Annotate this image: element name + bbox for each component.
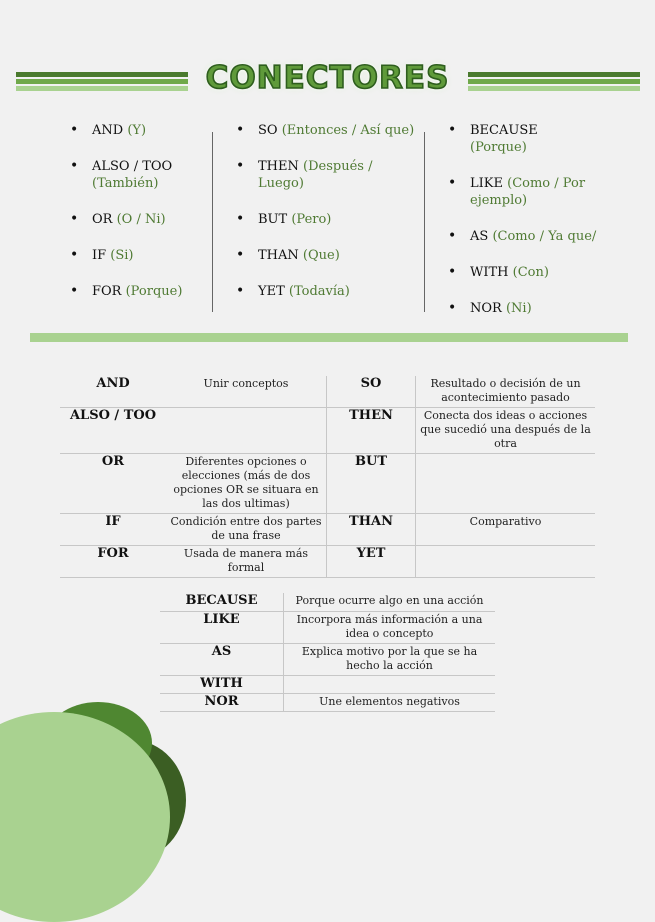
description-cell: Unir conceptos bbox=[166, 376, 327, 408]
connector-list bbox=[70, 122, 205, 300]
column-divider bbox=[424, 132, 425, 312]
description-cell: Conecta dos ideas o acciones que sucedió una después de la otra bbox=[416, 408, 596, 454]
list-item bbox=[70, 247, 205, 264]
table-row bbox=[160, 611, 495, 643]
description-cell bbox=[416, 454, 596, 514]
connector-translation: (Que) bbox=[302, 248, 340, 263]
connector-cell: WITH bbox=[160, 675, 284, 693]
connector-word: THEN bbox=[258, 159, 299, 174]
connector-cell: IF bbox=[60, 514, 166, 546]
connector-word: ALSO / TOO bbox=[92, 159, 173, 174]
header-bar-left-light bbox=[16, 86, 188, 91]
connector-word: IF bbox=[92, 248, 107, 263]
header-bar-left-mid bbox=[16, 79, 188, 84]
table-row bbox=[160, 643, 495, 675]
list-item bbox=[448, 228, 598, 245]
page-title: CONECTORES bbox=[205, 60, 450, 96]
table-row bbox=[160, 693, 495, 711]
connector-column-1 bbox=[70, 122, 205, 319]
header-bar-right-dark bbox=[468, 72, 640, 77]
header-bar-right-light bbox=[468, 86, 640, 91]
connector-word: SO bbox=[258, 123, 278, 138]
table-row bbox=[60, 546, 595, 578]
connector-word: WITH bbox=[470, 265, 509, 280]
connector-translation: (Con) bbox=[512, 265, 549, 280]
connector-translation: (Todavía) bbox=[288, 284, 350, 299]
description-cell: Condición entre dos partes de una frase bbox=[166, 514, 327, 546]
connector-list bbox=[236, 122, 421, 300]
section-divider-band bbox=[30, 333, 628, 342]
column-divider bbox=[212, 132, 213, 312]
connector-cell: BECAUSE bbox=[160, 593, 284, 611]
description-cell: Une elementos negativos bbox=[284, 693, 496, 711]
table-row bbox=[160, 675, 495, 693]
description-cell bbox=[284, 675, 496, 693]
connector-cell: BUT bbox=[327, 454, 416, 514]
description-cell: Comparativo bbox=[416, 514, 596, 546]
list-item bbox=[236, 211, 421, 228]
table-row bbox=[60, 514, 595, 546]
description-cell: Incorpora más información a una idea o concepto bbox=[284, 611, 496, 643]
list-item bbox=[448, 122, 598, 156]
connectors-table-2 bbox=[160, 593, 495, 712]
connector-translation: (Y) bbox=[127, 123, 147, 138]
description-cell: Resultado o decisión de un acontecimiento pasado bbox=[416, 376, 596, 408]
connector-translation: (También) bbox=[92, 176, 159, 191]
description-cell: Explica motivo por la que se ha hecho la acción bbox=[284, 643, 496, 675]
list-item bbox=[70, 283, 205, 300]
connector-translation: (Como / Ya que/ bbox=[492, 229, 597, 244]
connector-cell: AS bbox=[160, 643, 284, 675]
header-bar-left-dark bbox=[16, 72, 188, 77]
connector-cell: ALSO / TOO bbox=[60, 408, 166, 454]
table-row bbox=[60, 408, 595, 454]
description-cell bbox=[416, 546, 596, 578]
list-item bbox=[236, 283, 421, 300]
connector-translation: (O / Ni) bbox=[116, 212, 166, 227]
connector-cell: SO bbox=[327, 376, 416, 408]
connector-word: LIKE bbox=[470, 176, 503, 191]
list-item bbox=[70, 158, 205, 192]
description-cell: Usada de manera más formal bbox=[166, 546, 327, 578]
connector-translation: (Porque) bbox=[125, 284, 183, 299]
connectors-table-1 bbox=[60, 376, 595, 578]
list-item bbox=[70, 211, 205, 228]
connector-translation: (Entonces / Así que) bbox=[281, 123, 415, 138]
connector-word: OR bbox=[92, 212, 113, 227]
connector-cell: OR bbox=[60, 454, 166, 514]
connector-translation: (Después / Luego) bbox=[258, 159, 373, 191]
connector-word: THAN bbox=[258, 248, 299, 263]
connector-translation: (Si) bbox=[110, 248, 134, 263]
table-row bbox=[160, 593, 495, 611]
connector-translation: (Ni) bbox=[505, 301, 532, 316]
description-cell: Porque ocurre algo en una acción bbox=[284, 593, 496, 611]
list-item bbox=[448, 300, 598, 317]
connector-cell: NOR bbox=[160, 693, 284, 711]
list-item bbox=[236, 158, 421, 192]
table-row bbox=[60, 454, 595, 514]
table-row bbox=[60, 376, 595, 408]
connector-word: YET bbox=[258, 284, 285, 299]
connector-cell: LIKE bbox=[160, 611, 284, 643]
description-cell bbox=[166, 408, 327, 454]
connector-word: BUT bbox=[258, 212, 288, 227]
connector-cell: AND bbox=[60, 376, 166, 408]
connector-word: NOR bbox=[470, 301, 502, 316]
connector-translation: (Pero) bbox=[291, 212, 332, 227]
connector-cell: THAN bbox=[327, 514, 416, 546]
connector-cell: FOR bbox=[60, 546, 166, 578]
connector-cell: THEN bbox=[327, 408, 416, 454]
list-item bbox=[448, 264, 598, 281]
connector-list bbox=[448, 122, 598, 317]
list-item bbox=[448, 175, 598, 209]
connector-word: BECAUSE bbox=[470, 123, 538, 138]
header-bar-right-mid bbox=[468, 79, 640, 84]
list-item bbox=[70, 122, 205, 139]
connector-word: AS bbox=[470, 229, 489, 244]
connector-cell: YET bbox=[327, 546, 416, 578]
connector-word: FOR bbox=[92, 284, 122, 299]
connector-column-3 bbox=[448, 122, 598, 336]
connector-translation: (Como / Por ejemplo) bbox=[470, 176, 586, 208]
connector-translation: (Porque) bbox=[470, 140, 527, 155]
connector-word: AND bbox=[92, 123, 124, 138]
connector-column-2 bbox=[236, 122, 421, 319]
description-cell: Diferentes opciones o elecciones (más de dos opciones OR se situara en las dos ultimas) bbox=[166, 454, 327, 514]
list-item bbox=[236, 247, 421, 264]
list-item bbox=[236, 122, 421, 139]
